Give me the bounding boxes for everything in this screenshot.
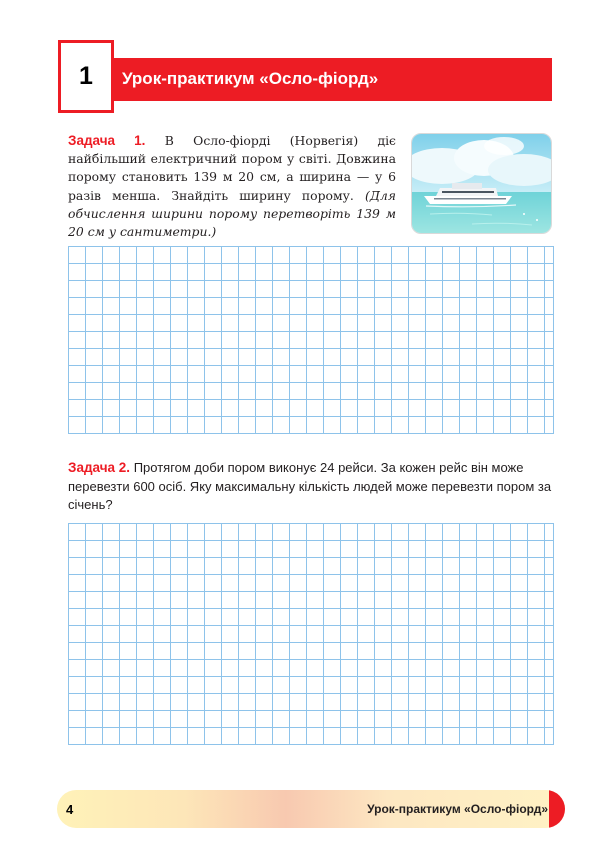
lesson-number: 1 — [79, 62, 93, 90]
answer-grid-task2[interactable] — [68, 523, 554, 745]
task2-paragraph — [68, 459, 554, 515]
answer-grid-task1[interactable] — [68, 246, 554, 434]
task1-text: В Осло-фіорді (Норвегія) діє найбільший електричний пором у світі. Довжина порому становить 139 м 20 см, а ширина — у 6 разів менша. Знайдіть ширину порому. — [68, 133, 396, 203]
page-number: 4 — [66, 802, 74, 817]
task1-label: Задача 1. — [68, 133, 146, 148]
footer-title: Урок-практикум «Осло-фіорд» — [367, 802, 548, 816]
task2-label: Задача 2. — [68, 460, 131, 475]
lesson-title: Урок-практикум «Осло-фіорд» — [122, 69, 379, 88]
task1-hint: (Для обчислення ширини порому перетворіть 139 м 20 см у сантиметри.) — [68, 187, 396, 240]
ferry-on-sea-illustration — [411, 133, 552, 234]
task2-text: Протягом доби пором виконує 24 рейси. За кожен рейс він може перевезти 600 осіб. Яку максимальну кількість людей може перевезти пором за січень? — [68, 460, 552, 512]
task1-paragraph — [68, 132, 396, 241]
lesson-number-box — [58, 40, 114, 113]
